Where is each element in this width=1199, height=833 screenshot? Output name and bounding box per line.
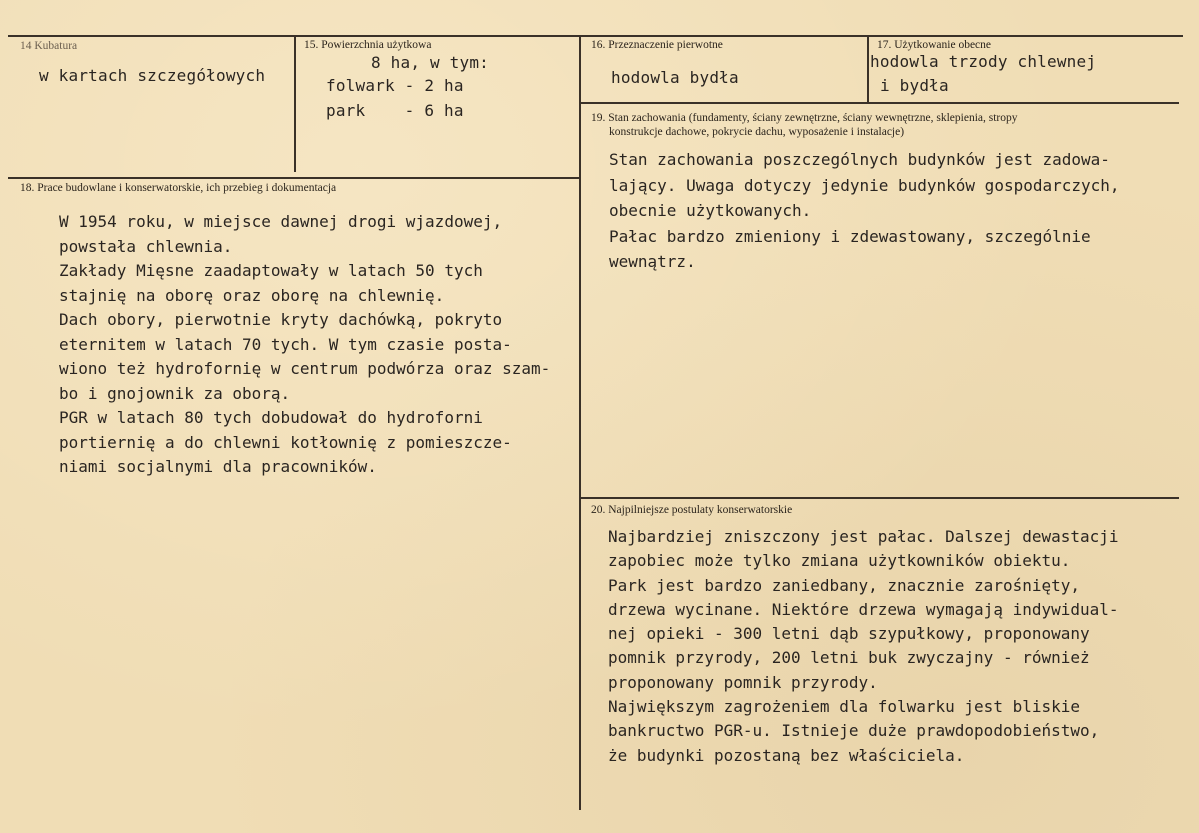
postulaty-line: nej opieki - 300 letni dąb szypułkowy, proponowany [608, 624, 1090, 644]
uzytkowanie-label: 17. Użytkowanie obecne [877, 39, 992, 51]
prace-budowlane-line: wiono też hydrofornię w centrum podwórza oraz szam- [59, 359, 551, 378]
stan-zachowania-line: obecnie użytkowanych. [609, 201, 812, 220]
postulaty-line: Najbardziej zniszczony jest pałac. Dalszej dewastacji [608, 527, 1119, 546]
stan-zachowania-label-2: konstrukcje dachowe, pokrycie dachu, wyposażenie i instalacje) [609, 126, 905, 138]
prace-budowlane-line: bo i gnojownik za oborą. [59, 383, 291, 403]
stan-zachowania-text [609, 147, 1120, 275]
postulaty-line: pomnik przyrody, 200 letni buk zwyczajny - również [608, 648, 1090, 668]
prace-budowlane-label: 18. Prace budowlane i konserwatorskie, ich przebieg i dokumentacja [20, 182, 337, 194]
divider-16-17 [867, 35, 869, 103]
powierzchnia-line-2: folwark - 2 ha [326, 76, 464, 95]
przeznaczenie-value: hodowla bydła [611, 68, 739, 87]
prace-budowlane-line: niami socjalnymi dla pracowników. [59, 457, 377, 476]
powierzchnia-label: 15. Powierzchnia użytkowa [304, 39, 432, 51]
prace-budowlane-line: Zakłady Mięsne zaadaptowały w latach 50 tych [59, 261, 483, 280]
rule-above-20 [579, 497, 1179, 499]
prace-budowlane-line: W 1954 roku, w miejsce dawnej drogi wjazdowej, [59, 212, 503, 231]
rule-above-19 [579, 102, 1179, 104]
postulaty-line: zapobiec może tylko zmiana użytkowników obiektu. [608, 551, 1071, 571]
postulaty-line: drzewa wycinane. Niektóre drzewa wymagają indywidual- [608, 599, 1119, 619]
prace-budowlane-line: PGR w latach 80 tych dobudował do hydroforni [59, 408, 483, 427]
kubatura-value: w kartach szczegółowych [39, 66, 266, 85]
uzytkowanie-line-2: i bydła [880, 76, 949, 95]
postulaty-text [608, 525, 1119, 768]
kubatura-label: 14 Kubatura [20, 40, 78, 52]
powierzchnia-line-1: 8 ha, w tym: [371, 53, 489, 72]
stan-zachowania-label-1: 19. Stan zachowania (fundamenty, ściany zewnętrzne, ściany wewnętrzne, sklepienia, stropy [591, 112, 1018, 124]
postulaty-line: proponowany pomnik przyrody. [608, 672, 878, 692]
stan-zachowania-line: Stan zachowania poszczególnych budynków jest zadowa- [609, 150, 1110, 169]
prace-budowlane-line: stajnię na oborę oraz oborę na chlewnię. [59, 285, 445, 305]
postulaty-line: że budynki pozostaną bez właściciela. [608, 745, 965, 765]
prace-budowlane-line: Dach obory, pierwotnie kryty dachówką, pokryto [59, 310, 503, 329]
stan-zachowania-line: Pałac bardzo zmieniony i zdewastowany, szczególnie [609, 226, 1091, 246]
prace-budowlane-line: eternitem w latach 70 tych. W tym czasie posta- [59, 334, 512, 354]
rule-above-18 [8, 177, 580, 179]
uzytkowanie-line-1: hodowla trzody chlewnej [870, 52, 1097, 71]
stan-zachowania-line: lający. Uwaga dotyczy jedynie budynków gospodarczych, [609, 175, 1120, 195]
postulaty-label: 20. Najpilniejsze postulaty konserwatorskie [591, 504, 793, 516]
powierzchnia-line-3: park - 6 ha [326, 101, 464, 120]
przeznaczenie-label: 16. Przeznaczenie pierwotne [591, 39, 723, 51]
postulaty-line: bankructwo PGR-u. Istnieje duże prawdopodobieństwo, [608, 721, 1100, 741]
divider-14-15 [294, 35, 296, 172]
top-rule [8, 35, 1183, 37]
postulaty-line: Największym zagrożeniem dla folwarku jest bliskie [608, 697, 1081, 717]
prace-budowlane-text [59, 210, 550, 480]
stan-zachowania-line: wewnątrz. [609, 252, 696, 271]
prace-budowlane-line: portiernię a do chlewni kotłownię z pomieszcze- [59, 432, 512, 452]
prace-budowlane-line: powstała chlewnia. [59, 236, 233, 256]
divider-15-16 [579, 35, 581, 810]
postulaty-line: Park jest bardzo zaniedbany, znacznie zarośnięty, [608, 575, 1081, 595]
